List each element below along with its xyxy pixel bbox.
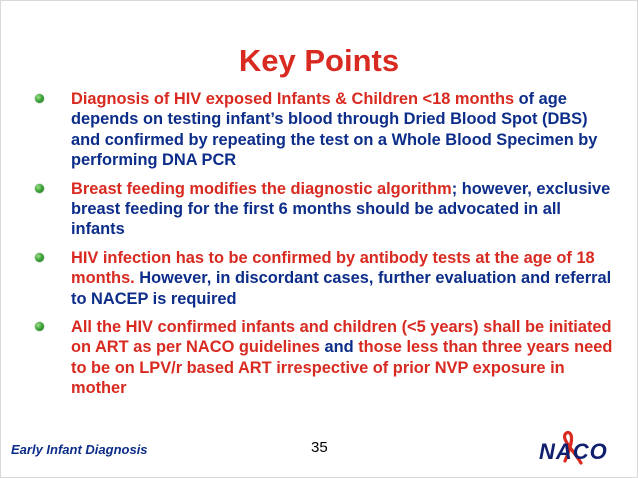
footer-label: Early Infant Diagnosis	[11, 442, 148, 457]
bullet-item	[31, 89, 616, 171]
bullet-text-highlight: All the HIV confirmed infants and children (<5 years) shall be initiated on ART as per NACO guidelines	[71, 318, 612, 357]
bullet-item	[31, 248, 616, 309]
naco-logo-text: NACO	[539, 439, 608, 464]
bullet-text-highlight: Breast feeding modifies the diagnostic algorithm	[71, 179, 452, 198]
slide-title: Key Points	[238, 43, 400, 78]
bullet-text: ; however, exclusive breast feeding for the first 6 months should be advocated in all infants	[71, 179, 611, 239]
green-bullet-icon	[35, 253, 44, 262]
bullet-item	[31, 317, 616, 399]
bullet-text-highlight: HIV infection has to be confirmed by antibody tests at the age of 18 months.	[71, 248, 595, 288]
naco-logo	[539, 431, 629, 469]
bullet-text: However, in discordant cases, further evaluation and referral to NACEP is required	[71, 269, 612, 308]
bullet-text-highlight: those less than three years need to be on LPV/r based ART irrespective of prior NVP exposure in mother	[71, 338, 613, 398]
page-number: 35	[311, 439, 328, 456]
bullet-text: and	[319, 338, 359, 357]
bullet-text-highlight: Diagnosis of HIV exposed Infants & Children <18 months	[71, 90, 515, 108]
bullet-item	[31, 179, 616, 240]
green-bullet-icon	[35, 94, 44, 103]
green-bullet-icon	[35, 184, 44, 193]
green-bullet-icon	[35, 322, 44, 331]
bullet-text: of age depends on testing infant’s blood through Dried Blood Spot (DBS) and confirmed by repeating the test on a Whole Blood Specimen by performing DNA PCR	[71, 90, 598, 170]
bullet-list	[31, 89, 616, 407]
